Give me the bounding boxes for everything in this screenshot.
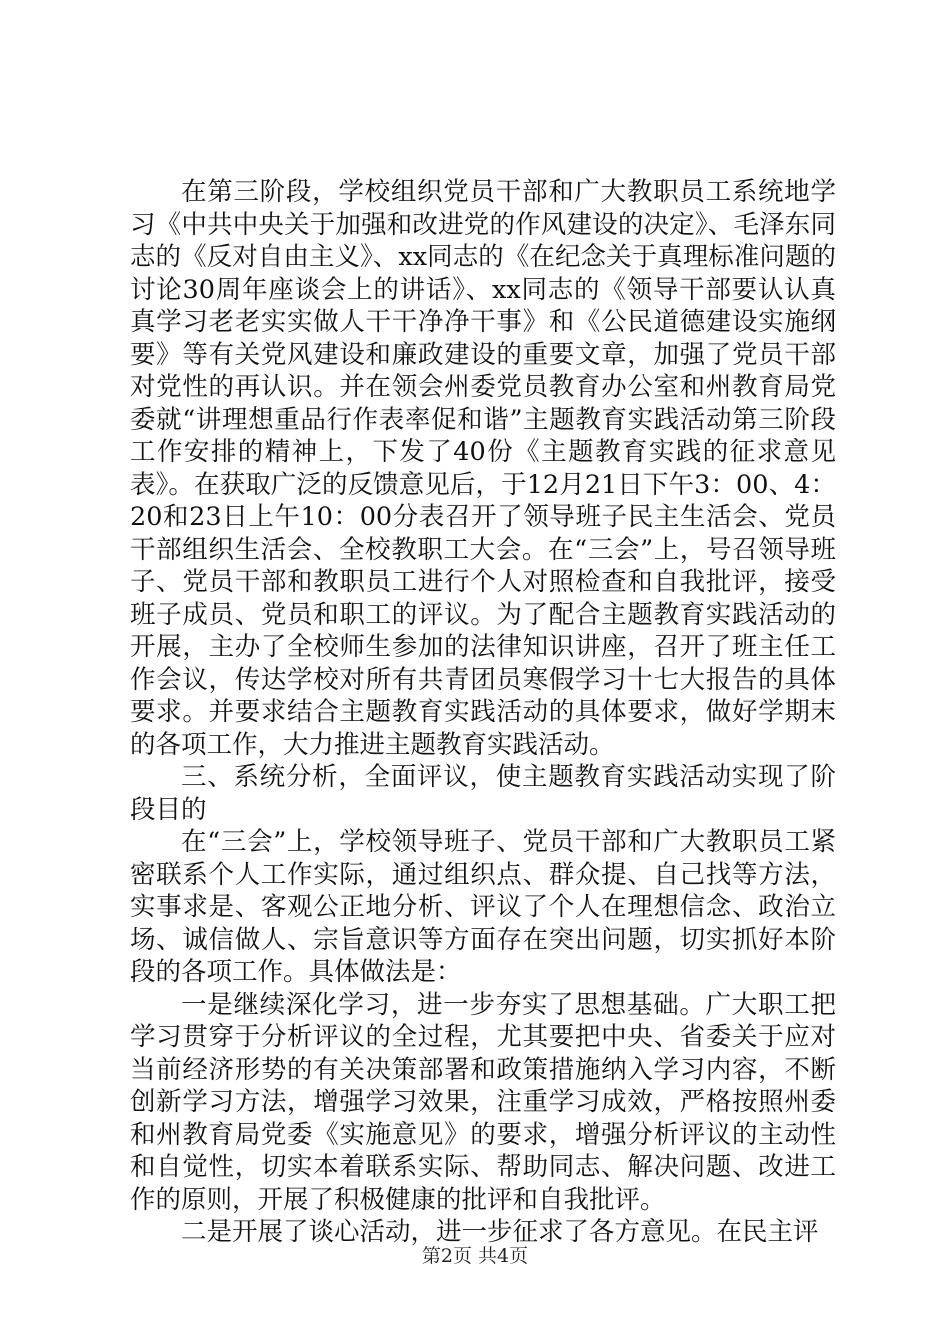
- paragraph-point-two: 二是开展了谈心活动，进一步征求了各方意见。在民主评: [181, 1217, 819, 1247]
- paragraph-point-one: 一是继续深化学习，进一步夯实了思想基础。广大职工把学习贯穿于分析评议的全过程，尤其要把中央、省委关于应对当前经济形势的有关决策部署和政策措施纳入学习内容，不断创新学习方法，增强学习效果，注重学习成效，严格按照州委和州教育局党委《实施意见》的要求，增强分析评议的主动性和自觉性，切实本着联系实际、帮助同志、解决问题、改进工作的原则，开展了积极健康的批评和自我批评。: [130, 989, 836, 1215]
- document-body: [130, 176, 836, 1249]
- paragraph-three-meetings: 在“三会”上，学校领导班子、党员干部和广大教职员工紧密联系个人工作实际，通过组织点、群众提、自己找等方法，实事求是、客观公正地分析、评议了个人在理想信念、政治立场、诚信做人、宗旨意识等方面存在突出问题，切实抓好本阶段的各项工作。具体做法是：: [130, 827, 836, 987]
- page-number-footer: 第2页 共4页: [421, 1245, 529, 1267]
- section-heading-three: 三、系统分析，全面评议，使主题教育实践活动实现了阶段目的: [130, 762, 836, 825]
- paragraph-stage-three: 在第三阶段，学校组织党员干部和广大教职员工系统地学习《中共中央关于加强和改进党的作风建设的决定》、毛泽东同志的《反对自由主义》、xx同志的《在纪念关于真理标准问题的讨论30周年座谈会上的讲话》、xx同志的《领导干部要认认真真学习老老实实做人干干净净干事》和《公民道德建设实施纲要》等有关党风建设和廉政建设的重要文章，加强了党员干部对党性的再认识。并在领会州委党员教育办公室和州教育局党委就“讲理想重品行作表率促和谐”主题教育实践活动第三阶段工作安排的精神上，下发了40份《主题教育实践的征求意见表》。在获取广泛的反馈意见后，于12月21日下午3：00、4：20和23日上午10：00分表召开了领导班子民主生活会、党员干部组织生活会、全校教职工大会。在“三会”上，号召领导班子、党员干部和教职员工进行个人对照检查和自我批评，接受班子成员、党员和职工的评议。为了配合主题教育实践活动的开展，主办了全校师生参加的法律知识讲座，召开了班主任工作会议，传达学校对所有共青团员寒假学习十七大报告的具体要求。并要求结合主题教育实践活动的具体要求，做好学期末的各项工作，大力推进主题教育实践活动。: [130, 177, 836, 760]
